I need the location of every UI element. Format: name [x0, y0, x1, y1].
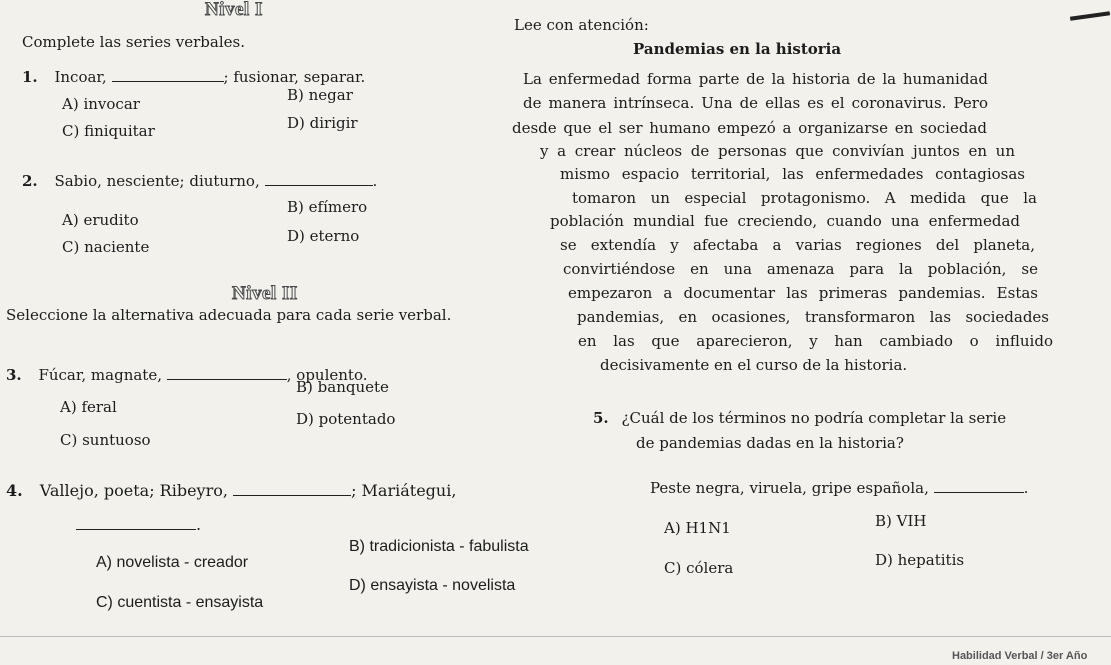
reading-line: empezaron a documentar las primeras pandemias. Estas [568, 284, 1038, 302]
option-d[interactable]: D) potentado [296, 410, 396, 428]
question-number: 4. [6, 481, 23, 500]
answer-blank[interactable] [167, 367, 287, 380]
option-b[interactable]: B) tradicionista - fabulista [349, 538, 529, 555]
answer-blank[interactable] [233, 483, 351, 496]
option-c[interactable]: C) cuentista - ensayista [96, 594, 264, 611]
instruction-select: Seleccione la alternativa adecuada para cada serie verbal. [6, 306, 452, 324]
answer-blank[interactable] [76, 517, 196, 530]
instruction-read: Lee con atención: [514, 16, 649, 34]
question-1 [22, 68, 365, 86]
reading-line: en las que aparecieron, y han cambiado o influido [578, 332, 1053, 350]
question-4-continued [76, 516, 201, 534]
series-text: Peste negra, viruela, gripe española, [650, 479, 929, 497]
option-c[interactable]: C) suntuoso [60, 431, 151, 449]
instruction-complete: Complete las series verbales. [22, 33, 245, 51]
question-5-line-2: de pandemias dadas en la historia? [636, 434, 904, 452]
question-stem: Vallejo, poeta; Ribeyro, [39, 481, 228, 500]
question-stem: Incoar, [54, 68, 107, 86]
question-stem: Sabio, nesciente; diuturno, [54, 172, 260, 190]
option-c[interactable]: C) cólera [664, 559, 734, 577]
question-number: 5. [593, 409, 609, 427]
question-number: 2. [22, 172, 38, 190]
option-a[interactable]: A) erudito [62, 211, 139, 229]
option-b[interactable]: B) negar [287, 86, 353, 104]
question-4 [6, 482, 456, 500]
answer-blank[interactable] [112, 69, 224, 82]
option-d[interactable]: D) hepatitis [875, 551, 965, 569]
footer-divider [0, 636, 1111, 637]
option-a[interactable]: A) invocar [62, 95, 140, 113]
reading-line: pandemias, en ocasiones, transformaron las sociedades [577, 308, 1049, 326]
question-stem-end: ; fusionar, separar. [223, 68, 366, 86]
reading-line: de manera intrínseca. Una de ellas es el coronavirus. Pero [523, 94, 988, 112]
question-stem-end: , opulento. [286, 366, 368, 384]
option-b[interactable]: B) efímero [287, 198, 368, 216]
level-1-title: Nivel I [205, 0, 263, 20]
option-d[interactable]: D) eterno [287, 227, 360, 245]
question-stem-end: . [372, 172, 378, 190]
question-5-text: ¿Cuál de los términos no podría completar la serie [621, 409, 1007, 427]
option-c[interactable]: C) naciente [62, 238, 150, 256]
option-c[interactable]: C) finiquitar [62, 122, 155, 140]
series-end: . [1023, 479, 1029, 497]
question-number: 3. [6, 366, 22, 384]
option-a[interactable]: A) novelista - creador [96, 554, 249, 571]
reading-line: tomaron un especial protagonismo. A medida que la [572, 189, 1037, 207]
question-stem-end: . [196, 515, 202, 534]
answer-blank[interactable] [934, 480, 1024, 493]
option-d[interactable]: D) dirigir [287, 114, 358, 132]
option-a[interactable]: A) H1N1 [664, 519, 731, 537]
reading-line: convirtiéndose en una amenaza para la población, se [563, 260, 1038, 278]
reading-line: desde que el ser humano empezó a organizarse en sociedad [512, 119, 987, 137]
reading-line: se extendía y afectaba a varias regiones del planeta, [560, 236, 1035, 254]
reading-line: y a crear núcleos de personas que convivían juntos en un [540, 142, 1015, 160]
question-5-line-1 [593, 409, 1006, 427]
question-2 [22, 172, 377, 190]
question-stem: Fúcar, magnate, [38, 366, 162, 384]
option-a[interactable]: A) feral [60, 398, 117, 416]
question-number: 1. [22, 68, 38, 86]
reading-line: La enfermedad forma parte de la historia de la humanidad [523, 70, 988, 88]
question-stem-mid: ; Mariátegui, [351, 481, 457, 500]
reading-line: población mundial fue creciendo, cuando una enfermedad [550, 212, 1020, 230]
level-2-title: Nivel II [232, 283, 298, 304]
reading-line: decisivamente en el curso de la historia. [600, 356, 908, 374]
option-d[interactable]: D) ensayista - novelista [349, 577, 516, 594]
option-b[interactable]: B) banquete [296, 378, 389, 396]
reading-title: Pandemias en la historia [633, 40, 842, 58]
question-5-series [650, 479, 1028, 497]
reading-line: mismo espacio territorial, las enfermedades contagiosas [560, 165, 1025, 183]
corner-pen-mark [1070, 11, 1110, 21]
option-b[interactable]: B) VIH [875, 512, 927, 530]
answer-blank[interactable] [265, 173, 373, 186]
footer-label: Habilidad Verbal / 3er Año [952, 650, 1088, 662]
